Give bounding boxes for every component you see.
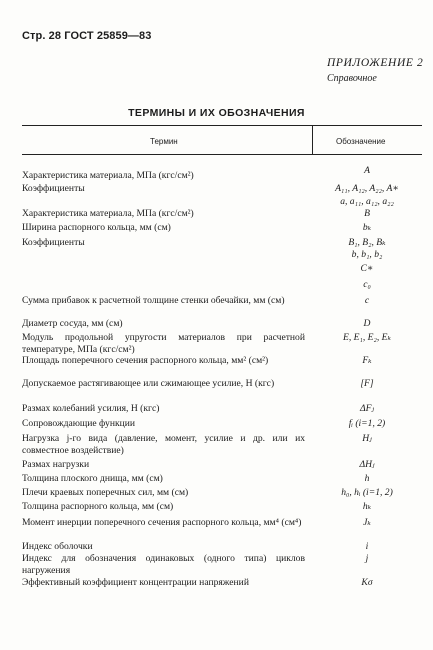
symbol-cell: bₖ bbox=[362, 222, 372, 233]
term-cell: Индекс для обозначения одинаковых (одного типа) циклов нагружения bbox=[22, 553, 305, 576]
symbol-cell: i bbox=[365, 541, 369, 552]
term-cell: Размах колебаний усилия, Н (кгс) bbox=[22, 403, 160, 414]
term-cell: Плечи краевых поперечных сил, мм (см) bbox=[22, 487, 189, 498]
term-cell: Эффективный коэффициент концентрации напряжений bbox=[22, 577, 249, 588]
table-header-rule bbox=[22, 154, 422, 155]
symbol-cell: hₖ bbox=[362, 501, 372, 512]
symbol-cell: c₀ bbox=[363, 279, 371, 290]
term-cell: Сопровождающие функции bbox=[22, 418, 136, 429]
term-cell: Момент инерции поперечного сечения распорного кольца, мм⁴ (см⁴) bbox=[22, 517, 302, 528]
symbol-cell: [F] bbox=[360, 378, 374, 389]
symbol-cell: D bbox=[363, 318, 371, 329]
term-cell: Индекс оболочки bbox=[22, 541, 93, 552]
column-header-terms: Термин bbox=[150, 137, 178, 146]
symbol-cell: B₁, B₂, Bₖ bbox=[348, 237, 386, 248]
table-column-divider bbox=[312, 125, 313, 154]
appendix-title: ПРИЛОЖЕНИЕ 2 bbox=[327, 57, 424, 69]
symbol-cell: Kσ bbox=[361, 577, 373, 588]
term-cell: Толщина распорного кольца, мм (см) bbox=[22, 501, 174, 512]
term-cell: Коэффициенты bbox=[22, 183, 85, 194]
term-cell: Коэффициенты bbox=[22, 237, 85, 248]
appendix-subtitle: Справочное bbox=[327, 73, 377, 84]
symbol-cell: ΔHⱼ bbox=[359, 459, 375, 470]
symbol-cell: b, b₁, b₂ bbox=[351, 249, 383, 260]
symbol-cell: h bbox=[364, 473, 370, 484]
symbol-cell: fᵢ (i=1, 2) bbox=[348, 418, 386, 429]
term-cell: Модуль продольной упругости материалов при расчетной температуре, МПа (кгс/см²) bbox=[22, 332, 305, 355]
column-header-symbols: Обозначение bbox=[336, 137, 386, 146]
symbol-cell: A₁₁, A₁₂, A₂₂, A∗ bbox=[335, 183, 399, 194]
term-cell: Характеристика материала, МПа (кгс/см²) bbox=[22, 208, 194, 219]
term-cell: Допускаемое растягивающее или сжимающее усилие, Н (кгс) bbox=[22, 378, 275, 389]
symbol-cell: c bbox=[364, 295, 370, 306]
term-cell: Толщина плоского днища, мм (см) bbox=[22, 473, 163, 484]
page-header: Стр. 28 ГОСТ 25859—83 bbox=[22, 30, 152, 42]
symbol-cell: ΔFⱼ bbox=[359, 403, 375, 414]
term-cell: Ширина распорного кольца, мм (см) bbox=[22, 222, 171, 233]
symbol-cell: Jₖ bbox=[363, 517, 371, 528]
symbol-cell: A bbox=[364, 165, 370, 176]
term-cell: Характеристика материала, МПа (кгс/см²) bbox=[22, 170, 194, 181]
term-cell: Сумма прибавок к расчетной толщине стенки обечайки, мм (см) bbox=[22, 295, 285, 306]
symbol-cell: Hⱼ bbox=[362, 433, 372, 444]
term-cell: Размах нагрузки bbox=[22, 459, 90, 470]
term-cell: Нагрузка j-го вида (давление, момент, усилие и др. или их совместное воздействие) bbox=[22, 433, 305, 456]
term-cell: Диаметр сосуда, мм (см) bbox=[22, 318, 123, 329]
symbol-cell: a, a₁₁, a₁₂, a₂₂ bbox=[340, 196, 394, 207]
symbol-cell: C∗ bbox=[360, 263, 374, 274]
symbol-cell: B bbox=[364, 208, 370, 219]
section-title: ТЕРМИНЫ И ИХ ОБОЗНАЧЕНИЯ bbox=[128, 107, 305, 119]
symbol-cell: j bbox=[365, 553, 369, 564]
symbol-cell: Fₖ bbox=[362, 355, 372, 366]
symbol-cell: E, E₁, E₂, Eₖ bbox=[342, 332, 391, 343]
term-cell: Площадь поперечного сечения распорного кольца, мм² (см²) bbox=[22, 355, 269, 366]
symbol-cell: h₀, hᵢ (i=1, 2) bbox=[341, 487, 393, 498]
table-top-rule bbox=[22, 125, 422, 126]
